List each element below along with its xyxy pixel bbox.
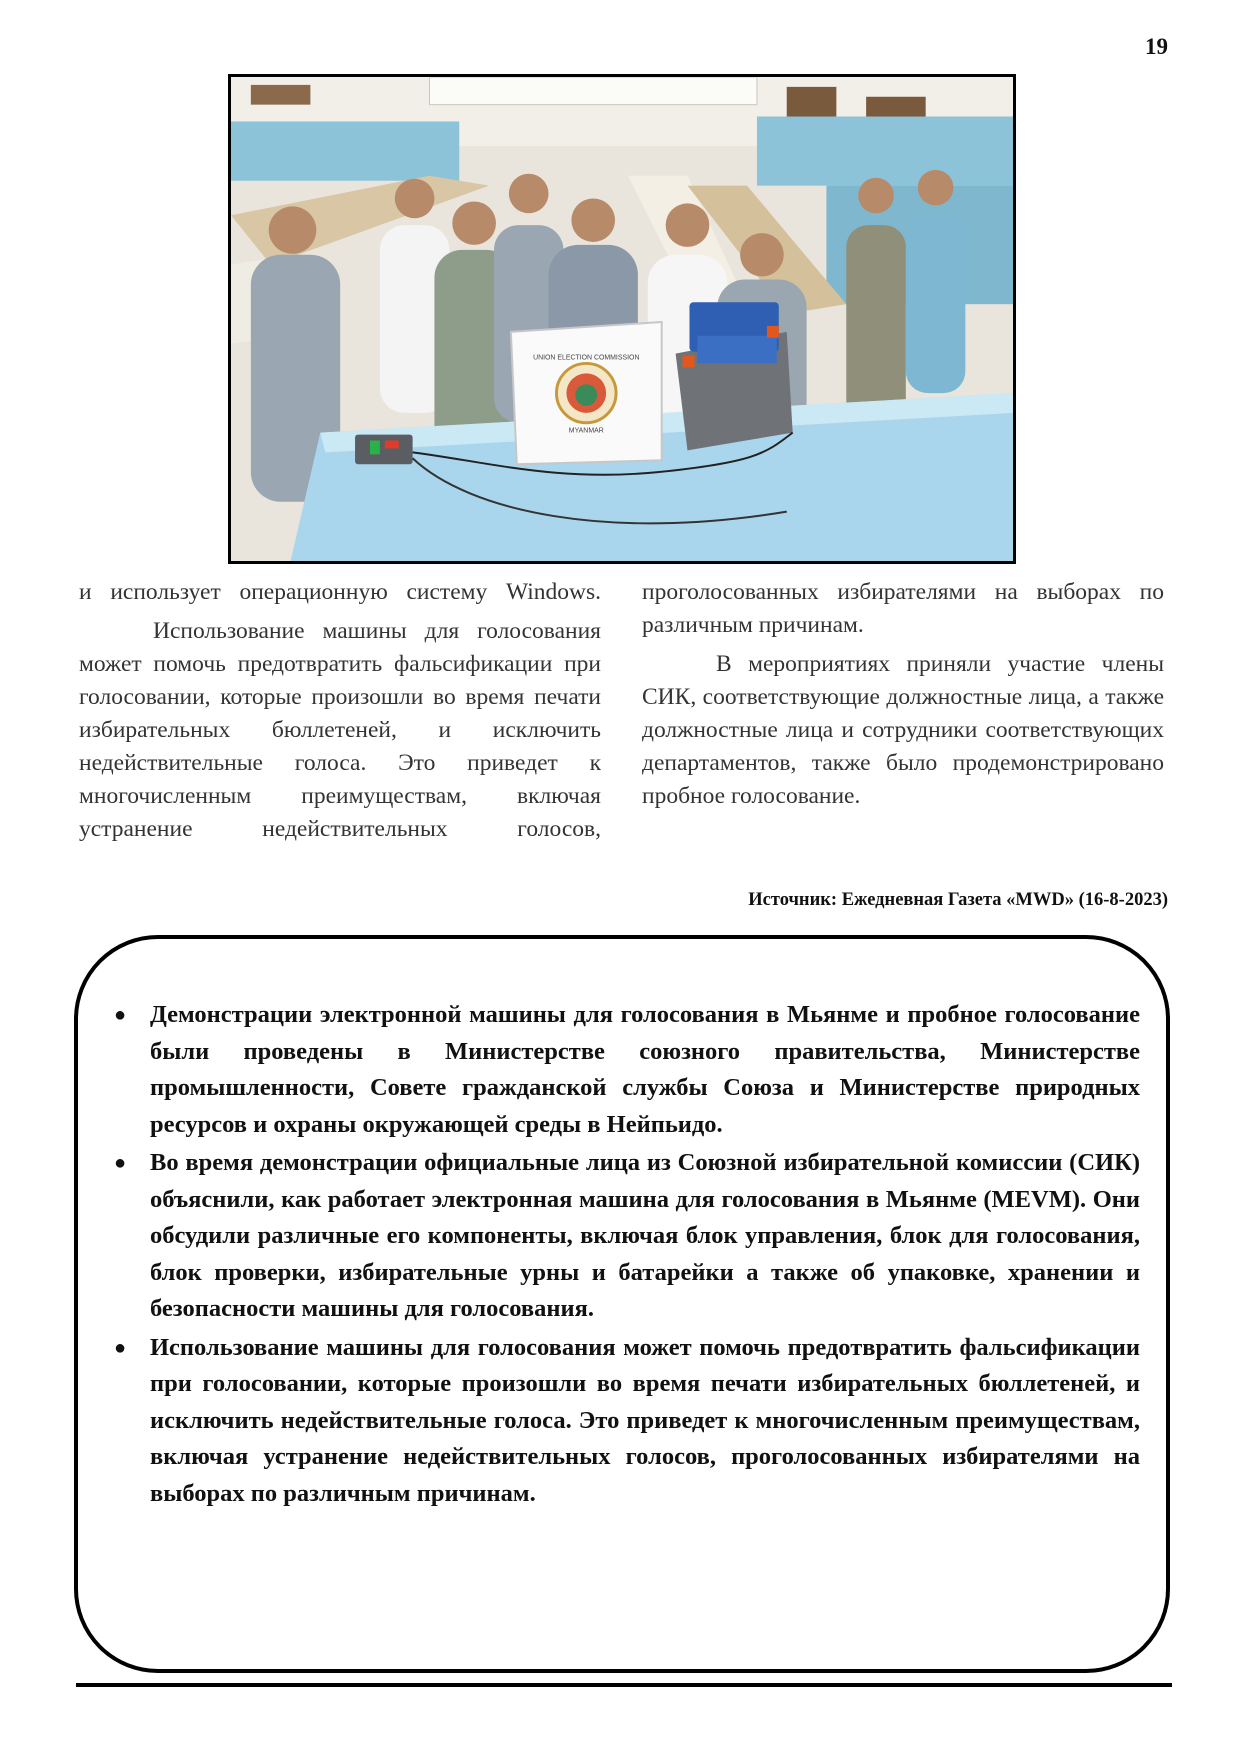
bullet-icon: ● — [114, 1336, 127, 1359]
bullet-icon: ● — [114, 1004, 127, 1026]
bullet-icon: ● — [114, 1152, 127, 1174]
summary-item-text: Во время демонстрации официальные лица из Союзной избирательной комиссии (СИК) объяснили, как работает электронная машина для голосования в Мьянме (MEVM). Они обсудили различные его компоненты, включая блок управления, блок для голосования, блок проверки, избирательные урны и батарейки а также об упаковке, хранении и безопасности машины для голосования. — [150, 1149, 1140, 1322]
summary-item — [114, 997, 1140, 1143]
source-citation: Источник: Ежедневная Газета «MWD» (16-8-2023) — [748, 890, 1168, 910]
summary-item — [114, 1145, 1140, 1328]
voting-demonstration-photo — [231, 77, 1013, 561]
article-right-column — [642, 576, 1164, 813]
summary-item-text: Демонстрации электронной машины для голосования в Мьянме и пробное голосование были проведены в Министерстве союзного правительства, Министерстве промышленности, Совете гражданской службы Союза и Министерстве природных ресурсов и охраны окружающей среды в Нейпьидо. — [150, 1001, 1140, 1138]
article-paragraph: В мероприятиях приняли участие члены СИК, соответствующие должностные лица, а также должностные лица и сотрудники соответствующих департаментов, также было продемонстрировано пробное голосование. — [642, 651, 1164, 809]
event-photo — [228, 74, 1016, 564]
summary-list — [114, 997, 1140, 1514]
article-paragraph: проголосованных избирателями на выборах по различным причинам. — [642, 579, 1164, 638]
page-number: 19 — [1145, 34, 1168, 59]
summary-item-text: Использование машины для голосования может помочь предотвратить фальсификации при голосовании, которые произошли во время печати избирательных бюллетеней, и исключить недействительные голоса. Это приведет к многочисленным преимуществам, включая устранение недействительных голосов, проголосованных избирателями на выборах по различным причинам. — [150, 1333, 1140, 1507]
seal-top-text: UNION ELECTION COMMISSION — [533, 354, 640, 362]
bottom-rule — [76, 1683, 1172, 1687]
article-left-column — [79, 576, 601, 846]
seal-bottom-text: MYANMAR — [568, 427, 604, 435]
article-paragraph: и использует операционную систему Windows. — [79, 579, 601, 605]
article-paragraph: Использование машины для голосования может помочь предотвратить фальсификации при голосовании, которые произошли во время печати избирательных бюллетеней, и исключить недействительные голоса. Это приведет к многочисленным преимуществам, включая устранение недействительных голосов, — [79, 618, 601, 842]
summary-item — [114, 1330, 1140, 1513]
summary-box — [74, 935, 1170, 1673]
